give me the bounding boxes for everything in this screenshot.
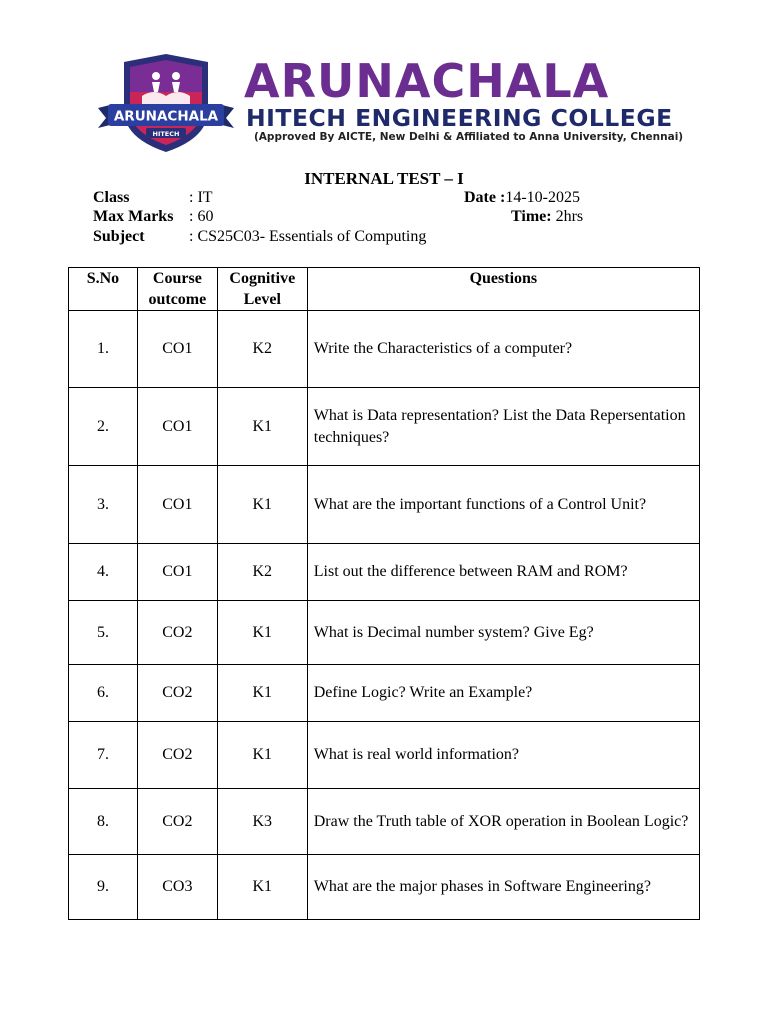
cell-course-outcome: CO2 <box>137 722 217 789</box>
cell-sno: 4. <box>69 544 138 601</box>
header-course-outcome <box>137 268 217 311</box>
table-row <box>69 601 700 665</box>
subject-value: : CS25C03- Essentials of Computing <box>189 228 427 245</box>
header-cognitive-line1: Cognitive <box>229 270 296 287</box>
cell-sno: 1. <box>69 311 138 388</box>
cell-sno: 3. <box>69 466 138 544</box>
cell-sno: 7. <box>69 722 138 789</box>
cell-question: What is Data representation? List the Data Repersentation techniques? <box>307 388 699 466</box>
cell-question: Define Logic? Write an Example? <box>307 665 699 722</box>
table-row <box>69 311 700 388</box>
emblem-ribbon-text: ARUNACHALA <box>113 108 219 125</box>
table-header-row <box>69 268 700 311</box>
cell-cognitive-level: K1 <box>217 665 307 722</box>
cell-cognitive-level: K1 <box>217 601 307 665</box>
cell-cognitive-level: K1 <box>217 388 307 466</box>
cell-course-outcome: CO1 <box>137 466 217 544</box>
cell-question: What is real world information? <box>307 722 699 789</box>
time-row <box>511 208 583 226</box>
college-emblem-logo <box>96 52 236 156</box>
date-value: 14-10-2025 <box>505 189 580 206</box>
class-label: Class <box>93 189 130 206</box>
subject-row <box>93 228 426 246</box>
cell-course-outcome: CO2 <box>137 601 217 665</box>
college-header <box>96 52 684 156</box>
cell-course-outcome: CO3 <box>137 855 217 920</box>
cell-question: What are the major phases in Software Engineering? <box>307 855 699 920</box>
cell-course-outcome: CO2 <box>137 789 217 855</box>
subject-label: Subject <box>93 228 145 245</box>
table-row <box>69 855 700 920</box>
header-cognitive-line2: Level <box>243 291 281 308</box>
college-name-text: ARUNACHALA <box>244 54 610 108</box>
max-marks-label: Max Marks <box>93 208 174 225</box>
test-title: INTERNAL TEST – I <box>304 169 464 188</box>
cell-cognitive-level: K2 <box>217 544 307 601</box>
table-row <box>69 388 700 466</box>
cell-question: Write the Characteristics of a computer? <box>307 311 699 388</box>
time-value: 2hrs <box>551 208 584 225</box>
header-course-outcome-line2: outcome <box>148 291 207 308</box>
cell-cognitive-level: K1 <box>217 466 307 544</box>
cell-question: What is Decimal number system? Give Eg? <box>307 601 699 665</box>
cell-course-outcome: CO1 <box>137 311 217 388</box>
cell-sno: 9. <box>69 855 138 920</box>
college-approval: (Approved By AICTE, New Delhi & Affiliated to Anna University, Chennai) <box>254 131 684 143</box>
cell-sno: 2. <box>69 388 138 466</box>
header-questions: Questions <box>307 268 699 311</box>
cell-question: List out the difference between RAM and ROM? <box>307 544 699 601</box>
table-row <box>69 665 700 722</box>
cell-cognitive-level: K1 <box>217 855 307 920</box>
cell-sno: 5. <box>69 601 138 665</box>
table-row <box>69 722 700 789</box>
emblem-sub-text: HITECH <box>152 130 180 138</box>
date-row <box>464 189 580 207</box>
class-row <box>93 189 213 207</box>
table-row <box>69 466 700 544</box>
max-marks-row <box>93 208 213 226</box>
cell-question: What are the important functions of a Control Unit? <box>307 466 699 544</box>
cell-cognitive-level: K3 <box>217 789 307 855</box>
questions-table <box>68 267 700 920</box>
table-row <box>69 789 700 855</box>
table-row <box>69 544 700 601</box>
header-cognitive-level <box>217 268 307 311</box>
class-value: : IT <box>189 189 213 206</box>
cell-course-outcome: CO1 <box>137 388 217 466</box>
header-sno: S.No <box>69 268 138 311</box>
college-name <box>244 56 609 106</box>
header-course-outcome-line1: Course <box>152 270 202 287</box>
cell-course-outcome: CO2 <box>137 665 217 722</box>
date-label: Date : <box>464 189 506 206</box>
cell-question: Draw the Truth table of XOR operation in Boolean Logic? <box>307 789 699 855</box>
time-label: Time: <box>511 208 552 225</box>
cell-sno: 6. <box>69 665 138 722</box>
college-subtitle: HITECH ENGINEERING COLLEGE <box>246 104 673 132</box>
cell-cognitive-level: K2 <box>217 311 307 388</box>
cell-sno: 8. <box>69 789 138 855</box>
cell-course-outcome: CO1 <box>137 544 217 601</box>
max-marks-value: : 60 <box>189 208 214 225</box>
cell-cognitive-level: K1 <box>217 722 307 789</box>
